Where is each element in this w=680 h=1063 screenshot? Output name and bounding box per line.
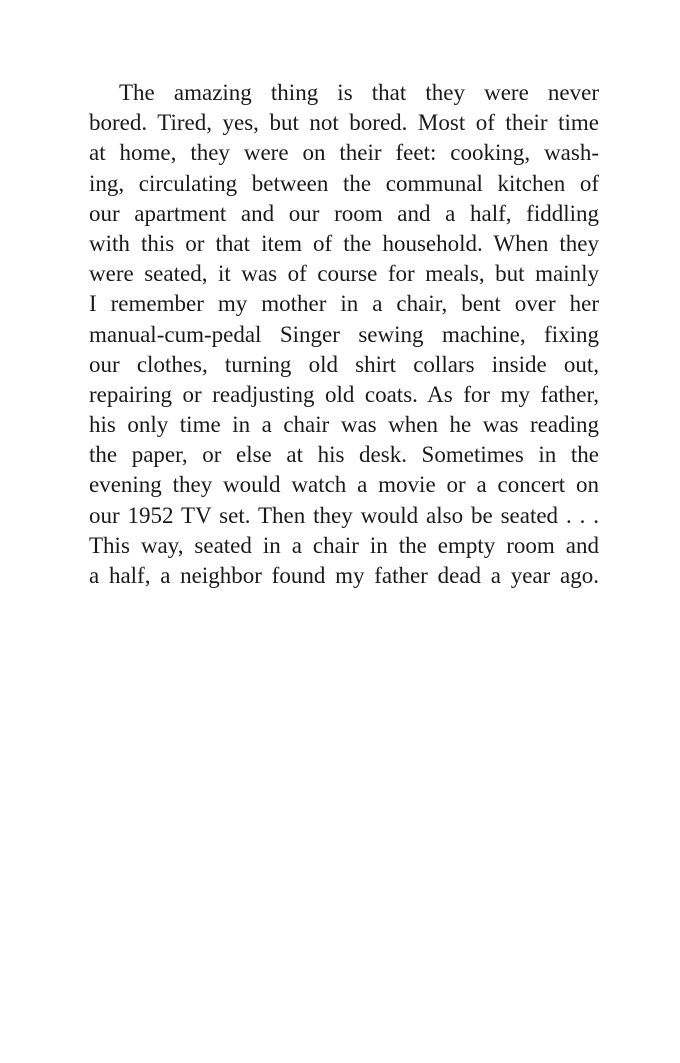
body-paragraph [89,78,599,591]
text-line: I remember my mother in a chair, bent over her [89,291,599,317]
text-line: our clothes, turning old shirt collars inside out, [89,351,599,377]
text-line: were seated, it was of course for meals, but mainly [89,261,599,287]
text-line: repairing or readjusting old coats. As for my father, [89,381,599,407]
text-line: This way, seated in a chair in the empty room and [89,532,599,558]
text-line: a half, a neighbor found my father dead a year ago. [89,563,599,588]
text-line: the paper, or else at his desk. Sometimes in the [89,442,599,468]
text-line: bored. Tired, yes, but not bored. Most of their time [89,110,599,136]
text-line: with this or that item of the household. When they [89,230,599,256]
text-line: our 1952 TV set. Then they would also be seated . . . [89,502,599,528]
text-line: ing, circulating between the communal kitchen of [89,170,599,196]
text-line: our apartment and our room and a half, fiddling [89,200,599,226]
text-line: manual-cum-pedal Singer sewing machine, fixing [89,321,599,347]
text-line: at home, they were on their feet: cooking, wash- [89,140,599,166]
text-line: his only time in a chair was when he was reading [89,412,599,438]
text-line: The amazing thing is that they were never [119,80,599,105]
text-line: evening they would watch a movie or a concert on [89,472,599,498]
